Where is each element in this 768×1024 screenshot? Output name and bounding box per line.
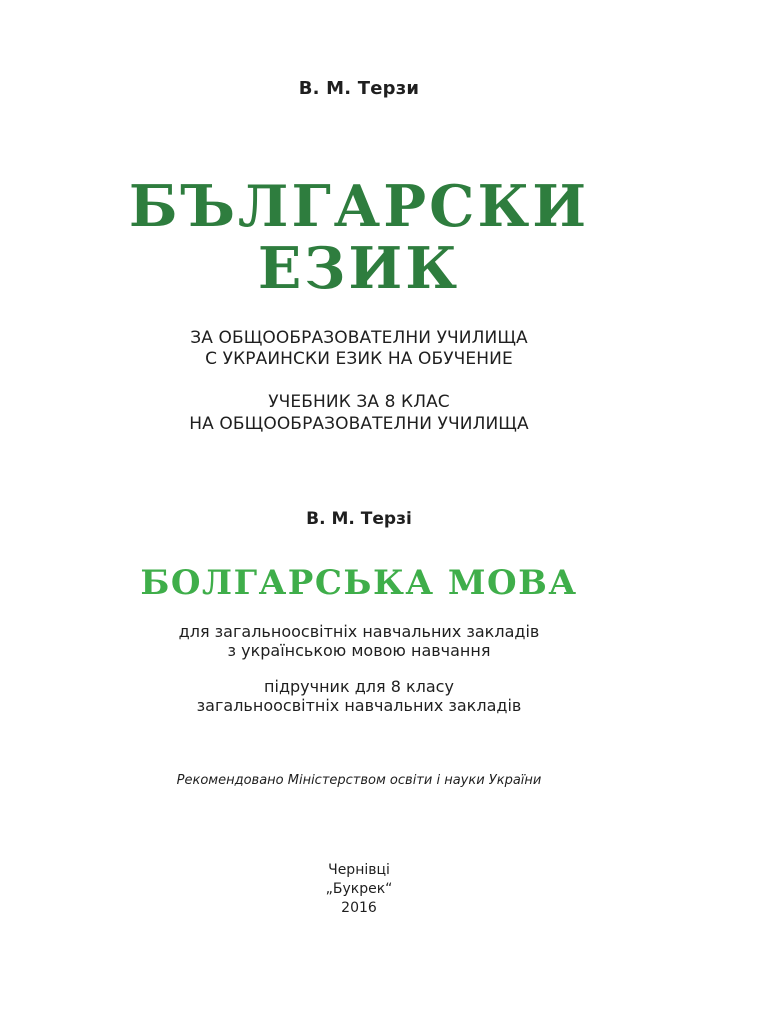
subtitle-bulgarian-line1: ЗА ОБЩООБРАЗОВАТЕЛНИ УЧИЛИЩА [190,328,528,348]
recommendation-note: Рекомендовано Міністерством освіти і науки України [176,773,542,788]
imprint-city: Чернівці [328,862,390,878]
imprint-publisher: „Букрек“ [325,881,393,897]
subtitle-bulgarian-line2: С УКРАИНСКИ ЕЗИК НА ОБУЧЕНИЕ [205,349,513,369]
imprint-year: 2016 [341,900,377,916]
title-bulgarian-line2: ЕЗИК [257,235,461,302]
subtitle-ukrainian-line2: з українською мовою навчання [227,641,491,660]
title-ukrainian: БОЛГАРСЬКА МОВА [140,563,578,603]
subtitle-ukrainian-line3: підручник для 8 класу [264,677,454,696]
author-bulgarian: В. М. Терзи [298,78,420,99]
subtitle-bulgarian-line4: НА ОБЩООБРАЗОВАТЕЛНИ УЧИЛИЩА [189,414,529,434]
author-ukrainian: В. М. Терзі [306,509,412,529]
subtitle-ukrainian-line1: для загальноосвітніх навчальних закладів [178,622,540,641]
title-bulgarian-line1: БЪЛГАРСКИ [128,173,590,240]
subtitle-bulgarian-line3: УЧЕБНИК ЗА 8 КЛАС [268,392,450,412]
subtitle-ukrainian-line4: загальноосвітніх навчальних закладів [196,696,522,715]
